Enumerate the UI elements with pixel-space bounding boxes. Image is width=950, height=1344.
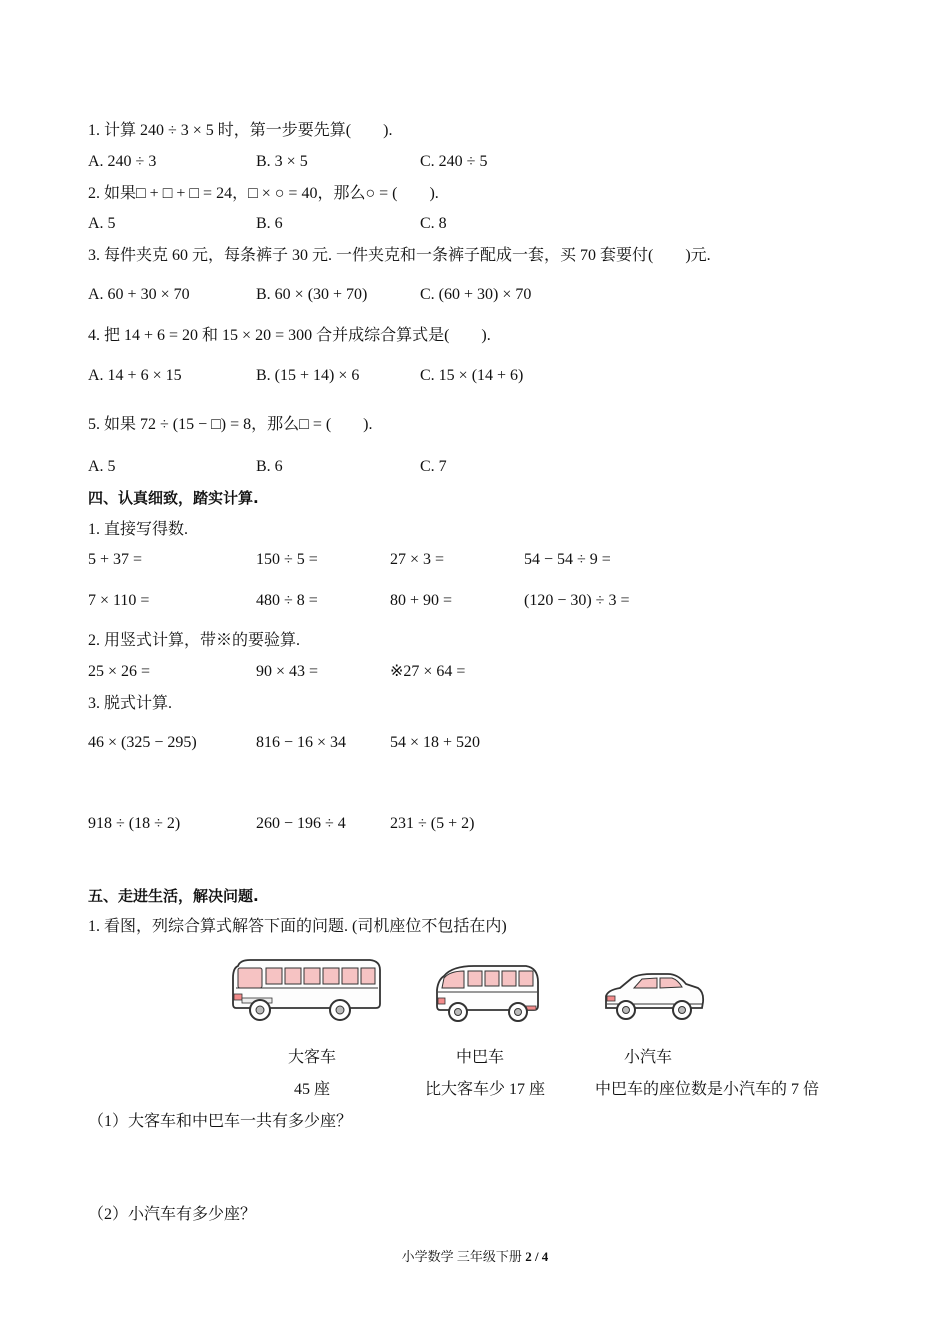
option-b: B. 60 × (30 + 70) [256,286,368,303]
minibus-icon [434,962,542,1024]
option-c: C. 15 × (14 + 6) [420,367,524,384]
section-4-title: 四、认真细致，踏实计算. [88,489,259,507]
option-a: A. 60 + 30 × 70 [88,286,190,303]
subsection-2: 2. 用竖式计算，带※的要验算. [88,632,301,649]
option-c: C. 7 [420,458,447,475]
vehicle-desc-car: 中巴车的座位数是小汽车的 7 倍 [594,1081,819,1098]
question-1: 1. 计算 240 ÷ 3 × 5 时，第一步要先算( ). [88,122,393,139]
option-b: B. 6 [256,458,283,475]
calc-item: 54 × 18 + 520 [390,734,481,751]
sub-question-1: （1）大客车和中巴车一共有多少座？ [88,1113,353,1130]
sub-question-2: （2）小汽车有多少座？ [88,1206,257,1223]
calc-item: 150 ÷ 5 = [256,551,318,568]
option-a: A. 5 [88,215,116,232]
option-b: B. 3 × 5 [256,153,308,170]
calc-item: 816 − 16 × 34 [256,734,347,751]
page-footer [0,1246,950,1265]
calc-item: 7 × 110 = [88,592,150,609]
calc-item: (120 − 30) ÷ 3 = [524,592,630,609]
subsection-1: 1. 直接写得数. [88,521,189,538]
calc-item: 46 × (325 − 295) [88,734,197,751]
option-c: C. 240 ÷ 5 [420,153,488,170]
car-icon [602,970,706,1022]
option-b: B. 6 [256,215,283,232]
problem-1: 1. 看图，列综合算式解答下面的问题. (司机座位不包括在内) [88,918,507,935]
calc-item: 5 + 37 = [88,551,143,568]
bus-icon [230,958,382,1024]
vehicle-desc-bus: 45 座 [293,1081,330,1098]
page-number: 2 / 4 [525,1249,549,1264]
option-b: B. (15 + 14) × 6 [256,367,360,384]
calc-item: 90 × 43 = [256,663,319,680]
option-c: C. (60 + 30) × 70 [420,286,532,303]
calc-item: 231 ÷ (5 + 2) [390,815,475,832]
vehicle-desc-minibus: 比大客车少 17 座 [424,1081,545,1098]
option-a: A. 14 + 6 × 15 [88,367,182,384]
calc-item: 480 ÷ 8 = [256,592,318,609]
option-c: C. 8 [420,215,447,232]
question-4: 4. 把 14 + 6 = 20 和 15 × 20 = 300 合并成综合算式是( ). [88,327,491,344]
question-5: 5. 如果 72 ÷ (15 − □) = 8，那么□ = ( ). [88,416,373,433]
section-5-title: 五、走进生活，解决问题. [88,887,259,905]
calc-item: ※27 × 64 = [390,663,466,680]
vehicle-name-bus: 大客车 [287,1049,336,1066]
question-3: 3. 每件夹克 60 元，每条裤子 30 元. 一件夹克和一条裤子配成一套，买 70 套要付( )元. [88,247,711,264]
subsection-3: 3. 脱式计算. [88,695,173,712]
question-2: 2. 如果□ + □ + □ = 24，□ × ○ = 40，那么○ = ( ). [88,185,439,202]
footer-text: 小学数学 三年级下册 [401,1249,526,1264]
calc-item: 918 ÷ (18 ÷ 2) [88,815,181,832]
calc-item: 25 × 26 = [88,663,151,680]
calc-item: 54 − 54 ÷ 9 = [524,551,611,568]
option-a: A. 5 [88,458,116,475]
option-a: A. 240 ÷ 3 [88,153,157,170]
vehicle-name-car: 小汽车 [623,1049,672,1066]
vehicle-name-minibus: 中巴车 [455,1049,504,1066]
calc-item: 260 − 196 ÷ 4 [256,815,346,832]
calc-item: 27 × 3 = [390,551,445,568]
calc-item: 80 + 90 = [390,592,453,609]
